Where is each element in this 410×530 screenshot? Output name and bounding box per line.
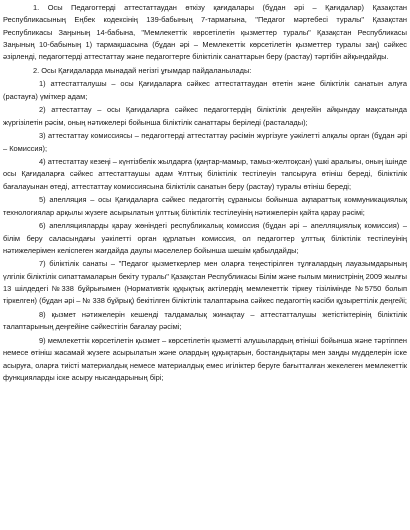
definition-item-3: 3) аттестаттау комиссиясы – педагогтерді аттестаттау рәсімін жүргізуге уәкілетті алқалы орган (бұдан әрі – Комиссия); — [3, 131, 407, 153]
definition-item-2: 2) аттестаттау – осы Қағидаларға сәйкес педагогтердің біліктілік деңгейін айқындау мақсатында жүргізілетін рәсім, оның нәтижелері бойынша біліктілік санаттары беріледі (расталады); — [3, 105, 407, 127]
paragraph-intro: 1. Осы Педагогтерді аттестаттаудан өткізу қағидалары (бұдан әрі – Қағидалар) Қазақстан Республикасының Еңбек кодексінің 139-бабының 7-тармағына, "Педагог мәртебесі туралы" Қазақстан Республикасы Заңының 14-бабына, "Мемлекеттік көрсетілетін қызметтер туралы" Қазақстан Республикасы Заңының 10-бабының 1) тармақшасына (бұдан әрі – Мемлекеттік көрсетілетін қызметтер туралы заң) сәйкес әзірленді, педагогтерді аттестаттау және педагогтерге біліктілік санаттарын беру (растау) тәртібін айқындайды. — [3, 3, 407, 62]
definition-item-9: 9) мемлекеттік көрсетілетін қызмет – көрсетілетін қызметті алушылардың өтініші бойынша және тәртіппен немесе өтініш жасамай жүзеге асырылатын және олардың құқықтарын, бостандықтары мен заңды мүдделерін іске асыруға, оларға тиісті материалдық немесе материалдық емес игіліктер беруге бағытталған жекелеген мемлекеттік функцияларды іске асыру нысандарының бірі; — [3, 335, 407, 382]
definition-item-7: 7) біліктілік санаты – "Педагог қызметкерлер мен оларға теңестірілген тұлғалардың лауазымдарының үлгілік біліктілік сипаттамаларын бекіту туралы" Қазақстан Республикасы Білім және ғылым министрінің 2009 жылғы 13 шілдедегі №338 бұйрығымен (Нормативтік құқықтық актілердің мемлекеттік тіркеу тізілімінде №5750 болып тіркелген) (бұдан әрі – № 338 бұйрық) бекітілген біліктілік талаптарына сәйкес педагогтің кәсіби құзыреттілік деңгейі; — [3, 259, 407, 306]
definition-item-1: 1) аттестатталушы – осы Қағидаларға сәйкес аттестаттаудан өтетін және біліктілік санатын алуға (растауға) үміткер адам; — [3, 79, 407, 101]
definition-item-4: 4) аттестаттау кезеңі – күнтізбелік жылдарға (қаңтар-мамыр, тамыз-желтоқсан) үшкі аралығы, оның ішінде осы Қағидаларға сәйкес аттестаттаушы адам Ұлттық біліктілік тестілеуін тапсыруға өтініш береді, біліктілік бағалауынан өтеді, аттестаттау комиссиясына біліктілік санатын беру (растау) туралы өтініш береді; — [3, 157, 407, 191]
definition-item-6: 6) апелляцияларды қарау жөніндегі республикалық комиссия (бұдан әрі – апелляциялық комиссия) – білім беру саласындағы уәкілетті орган құрлатын комиссия, ол педагогтер ұлттық біліктілік тестілеуінің нәтижелерімен келіспеген жағдайда даулы мәселелер бойынша шешім қабылдайды; — [3, 221, 407, 255]
definition-item-8: 8) қызмет нәтижелерін кешенді талдамалық жинақтау – аттестатталушы жетістіктерінің біліктілік талаптарының деңгейіне сәйкестігін бағалау рәсімі; — [3, 309, 407, 332]
paragraph-definitions-heading: 2. Осы Қағидаларда мынадай негізгі ұғымдар пайдаланылады: — [33, 65, 252, 75]
document-page — [3, 2, 407, 385]
definition-item-5: 5) апелляция – осы Қағидаларға сәйкес педагогтің сұранысы бойынша ақпараттық коммуникациялық технологиялар арқылы жүзеге асырылатын ұлттық біліктілік тестілеуінің нәтижелерін қайта қарау рәсімі; — [3, 195, 407, 217]
